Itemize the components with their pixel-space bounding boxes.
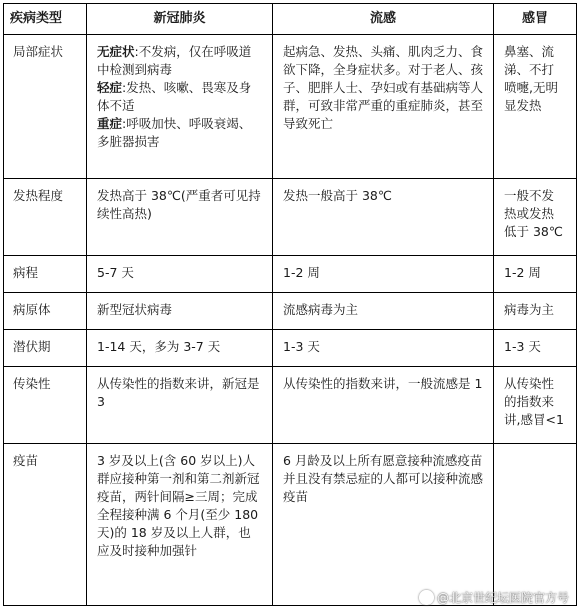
header-row (4, 4, 577, 35)
row-label-symptoms: 局部症状 (4, 35, 87, 179)
cell-covid-fever: 发热高于 38℃(严重者可见持续性高热) (87, 179, 273, 256)
severe-text: :呼吸加快、呼吸衰竭、多脏器损害 (97, 116, 252, 149)
row-label-pathogen: 病原体 (4, 293, 87, 330)
row-label-contagion: 传染性 (4, 367, 87, 444)
cell-cold-incubation: 1-3 天 (494, 330, 577, 367)
row-label-course: 病程 (4, 256, 87, 293)
row-contagion (4, 367, 577, 444)
severe-label: 重症 (97, 116, 123, 131)
cell-flu-contagion: 从传染性的指数来讲，一般流感是 1 (273, 367, 494, 444)
disease-comparison-table (3, 3, 577, 606)
header-covid: 新冠肺炎 (87, 4, 273, 35)
cell-flu-symptoms: 起病急、发热、头痛、肌肉乏力、食欲下降，全身症状多。对于老人、孩子、肥胖人士、孕妇或有基础病等人群，可致非常严重的重症肺炎，甚至导致死亡 (273, 35, 494, 179)
cell-covid-symptoms (87, 35, 273, 179)
row-pathogen (4, 293, 577, 330)
cell-cold-fever: 一般不发热或发热低于 38℃ (494, 179, 577, 256)
cell-covid-incubation: 1-14 天，多为 3-7 天 (87, 330, 273, 367)
header-cold: 感冒 (494, 4, 577, 35)
cell-covid-course: 5-7 天 (87, 256, 273, 293)
header-disease-type: 疾病类型 (4, 4, 87, 35)
row-incubation (4, 330, 577, 367)
cell-flu-vaccine: 6 月龄及以上所有愿意接种流感疫苗并且没有禁忌症的人都可以接种流感疫苗 (273, 444, 494, 606)
cell-cold-course: 1-2 周 (494, 256, 577, 293)
cell-covid-pathogen: 新型冠状病毒 (87, 293, 273, 330)
mild-text: :发热、咳嗽、畏寒及身体不适 (97, 80, 252, 113)
cell-covid-vaccine: 3 岁及以上(含 60 岁以上)人群应接种第一剂和第二剂新冠疫苗，两针间隔≥三周；完成全程接种满 6 个月(至少 180 天)的 18 岁及以上人群，也应及时接种加强针 (87, 444, 273, 606)
cell-cold-contagion: 从传染性的指数来讲,感冒<1 (494, 367, 577, 444)
cell-flu-pathogen: 流感病毒为主 (273, 293, 494, 330)
cell-cold-symptoms: 鼻塞、流涕、不打喷嚏,无明显发热 (494, 35, 577, 179)
row-label-vaccine: 疫苗 (4, 444, 87, 606)
row-label-incubation: 潜伏期 (4, 330, 87, 367)
row-label-fever: 发热程度 (4, 179, 87, 256)
watermark-text: @北京世纪坛医院官方号 (436, 591, 569, 605)
watermark-logo-icon (419, 590, 434, 605)
cell-flu-incubation: 1-3 天 (273, 330, 494, 367)
cell-covid-contagion: 从传染性的指数来讲，新冠是 3 (87, 367, 273, 444)
row-course (4, 256, 577, 293)
cell-cold-pathogen: 病毒为主 (494, 293, 577, 330)
cell-flu-fever: 发热一般高于 38℃ (273, 179, 494, 256)
header-flu: 流感 (273, 4, 494, 35)
asymptomatic-label: 无症状 (97, 44, 135, 59)
cell-cold-vaccine (494, 444, 577, 606)
row-fever (4, 179, 577, 256)
row-symptoms (4, 35, 577, 179)
mild-label: 轻症 (97, 80, 123, 95)
cell-flu-course: 1-2 周 (273, 256, 494, 293)
row-vaccine (4, 444, 577, 606)
watermark (419, 589, 569, 606)
asymptomatic-text: :不发病，仅在呼吸道中检测到病毒 (97, 44, 252, 77)
